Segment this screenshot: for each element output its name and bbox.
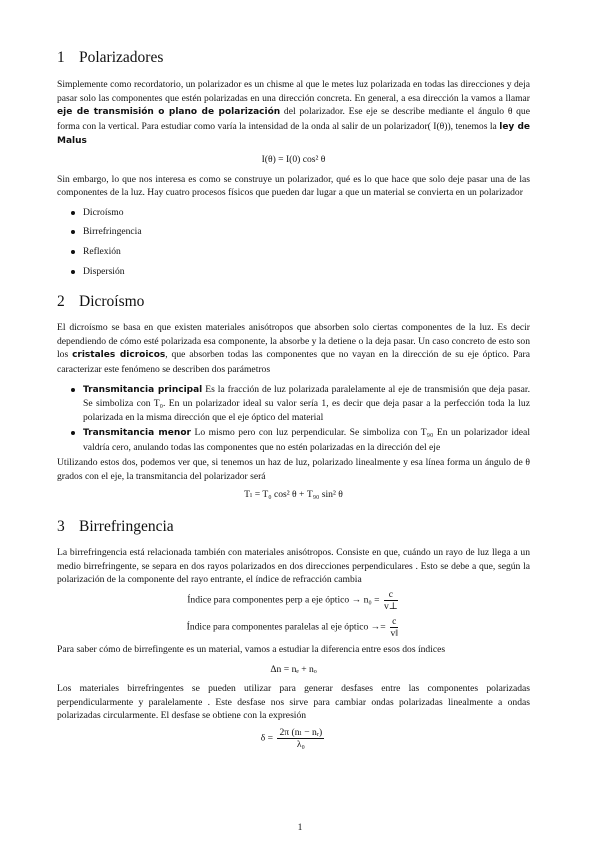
paragraph: Para saber cómo de birrefingente es un material, vamos a estudiar la diferencia entre esos dos índices — [57, 644, 446, 656]
paragraph: Utilizando estos dos, podemos ver que, si tenemos un haz de luz, polarizado linealmente y esa línea forma un ángulo de θ grados con el eje, la transmitancia del polarizador será — [57, 457, 530, 483]
section-title: Dicroísmo — [79, 293, 145, 311]
numerator: c — [384, 589, 398, 601]
equation-index-perp — [57, 589, 530, 612]
paragraph: La birrefringencia está relacionada también con materiales anisótropos. Consiste en que, cuándo un rayo de luz llega a un medio birrefringente, se separa en dos rayos polarizados en dos direcciones perpendiculares . Esto se debe a que, según la polarización de la componente del rayo entrante, el índice de refracción cambia — [57, 547, 530, 586]
bullet-icon — [71, 431, 75, 435]
bold-term: eje de transmisión o plano de polarización — [57, 107, 281, 118]
text: El dicroísmo se basa en que existen materiales anisótropos que absorben solo ciertas componentes de la luz. Es decir dependiendo de cómo esté polarizada esa componente, la absorbe y la detiene o la deja pasar. Un caso concreto de esto son los — [57, 322, 530, 361]
section-title: Polarizadores — [79, 49, 164, 66]
bullet-icon — [71, 211, 75, 215]
equation-text: Índice para componentes perp a eje óptico → n₀ = — [187, 594, 380, 606]
list-item — [57, 225, 530, 239]
list-item-label: Dispersión — [83, 265, 125, 277]
equation-text: δ = — [260, 732, 274, 744]
text: Es la fracción de luz polarizada paralelamente al eje de transmisión que deja pasar. Se simboliza con T₀. En un polarizador ideal su valor sería 1, es decir que deja pasar a la perfección toda la luz polarizada en la misma dirección que el eje óptico del material — [83, 383, 530, 423]
paragraph: Sin embargo, lo que nos interesa es como se construye un polarizador, qué es lo que hace que solo deje pasar una de las componentes de la luz. Hay cuatro procesos físicos que pueden dar lugar a que un material se convierta en un polarizador — [57, 173, 530, 199]
parameter-list — [57, 383, 530, 455]
list-item-label: Reflexión — [83, 245, 121, 257]
list-item-label: Birrefringencia — [83, 226, 142, 238]
fraction — [277, 727, 324, 750]
list-item-label: Dicroísmo — [83, 206, 124, 218]
bold-term: cristales dicroicos — [72, 350, 166, 361]
bullet-icon — [71, 250, 75, 254]
bullet-icon — [71, 388, 75, 392]
paragraph: Los materiales birrefringentes se pueden utilizar para generar desfases entre las componentes polarizadas perpendicularmente y paralelamente . Este desfase nos sirve para cambiar ondas polarizadas linealmente a ondas polarizadas circularmente. El desfase se obtiene con la expresión — [57, 683, 530, 722]
process-list — [57, 206, 530, 278]
section-number: 3 — [57, 518, 65, 536]
page-number: 1 — [297, 822, 303, 833]
equation-malus: I(θ) = I(0) cos² θ — [261, 153, 326, 165]
text: del polarizador. Ese eje se describe mediante el ángulo θ que forma con la vertical. Para estudiar como varía la intensidad de la onda al salir de un polarizador( I(θ)), tenemos la — [57, 106, 530, 132]
equation-transmitance: Tₗ = T₀ cos² θ + T₉₀ sin² θ — [244, 488, 343, 500]
bold-term: Transmitancia menor — [83, 428, 191, 439]
fraction — [384, 589, 398, 612]
equation-index-parallel — [57, 616, 530, 639]
list-item — [57, 383, 530, 425]
section-2-heading — [57, 292, 530, 312]
numerator: 2π (nₗ − nᵣ) — [279, 727, 323, 738]
section-1-heading — [57, 48, 530, 68]
numerator: c — [392, 616, 397, 628]
equation-text: Índice para componentes paralelas al eje óptico →= — [186, 621, 386, 633]
list-item — [57, 245, 530, 259]
bullet-icon — [71, 230, 75, 234]
document-page — [57, 40, 530, 754]
section-number: 2 — [57, 293, 65, 311]
section-3-heading — [57, 517, 530, 537]
equation-phase-shift — [57, 727, 530, 750]
denominator: v⊥ — [383, 601, 398, 613]
section-title: Birrefringencia — [79, 518, 174, 536]
fraction — [390, 616, 398, 639]
list-item — [57, 426, 530, 454]
denominator: vǁ — [390, 628, 398, 640]
denominator: λ₀ — [296, 739, 305, 750]
paragraph — [57, 321, 530, 376]
text: , que absorben todas las componentes que no vayan en la dirección de su eje óptico. Para caracterizar este fenómeno se describen dos parámetros — [57, 349, 530, 375]
text: Simplemente como recordatorio, un polarizador es un chisme al que le metes luz polarizada en todas las direcciones y deja pasar solo las componentes que estén polarizadas en una dirección concreta. En general, a esa dirección la vamos a llamar — [57, 79, 530, 104]
bullet-icon — [71, 270, 75, 274]
list-item — [57, 206, 530, 220]
equation-delta-n: Δn = nₑ + nₒ — [270, 663, 317, 675]
bold-term: ley de Malus — [57, 121, 530, 147]
paragraph — [57, 78, 530, 149]
bold-term: Transmitancia principal — [83, 384, 203, 395]
text: Lo mismo pero con luz perpendicular. Se simboliza con T₉₀ En un polarizador ideal valdría cero, anulando todas las componentes que no estén polarizadas en la dirección del eje — [83, 427, 530, 453]
list-item — [57, 265, 530, 279]
section-number: 1 — [57, 49, 65, 66]
